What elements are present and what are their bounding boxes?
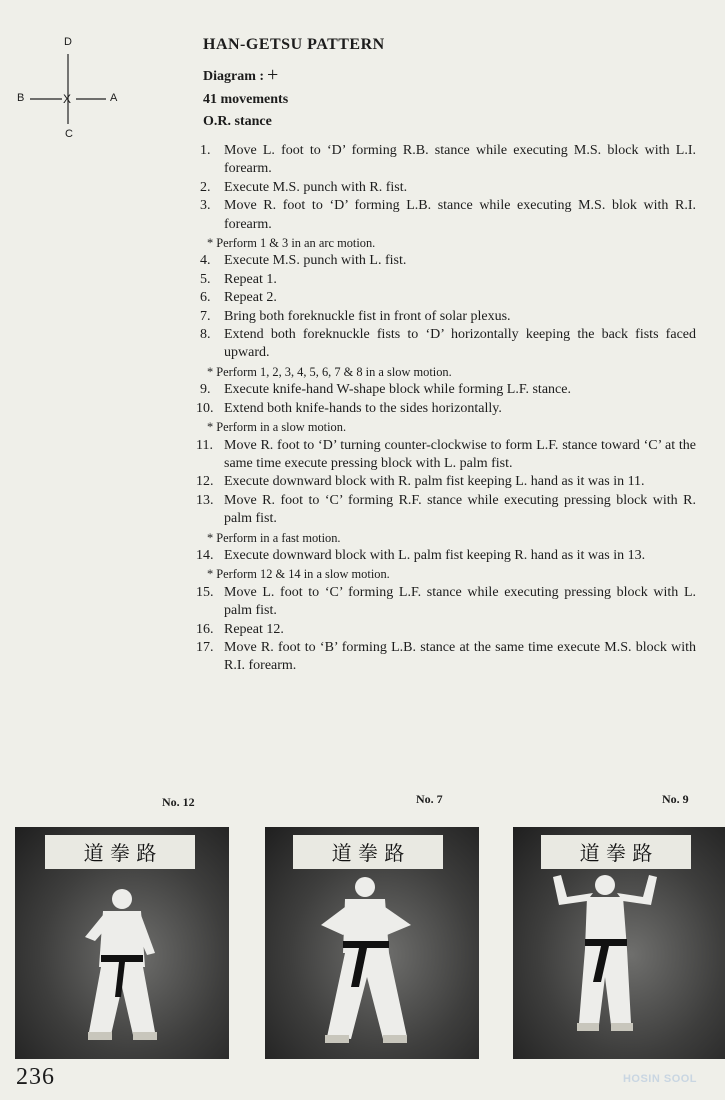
movement-step <box>196 437 696 474</box>
step-text: Move R. foot to ‘D’ turning counter-clockwise to form L.F. stance toward ‘C’ at the same time execute pressing block with L. palm fist. <box>224 437 696 471</box>
compass-label-c: C <box>65 128 73 140</box>
step-number: 1. <box>200 143 211 158</box>
photo-w-shape-block <box>513 827 725 1059</box>
step-text: Move L. foot to ‘D’ forming R.B. stance while executing M.S. block with L.I. forearm. <box>224 143 696 177</box>
movement-step <box>200 308 696 326</box>
step-number: 11. <box>196 437 213 453</box>
photo-caption-12: No. 12 <box>162 795 195 809</box>
step-note: * Perform 1, 2, 3, 4, 5, 6, 7 & 8 in a slow motion. <box>207 364 452 379</box>
photo-palm-block <box>15 827 229 1059</box>
step-text: Repeat 12. <box>224 621 284 637</box>
step-number: 2. <box>200 179 211 195</box>
step-text: Execute M.S. punch with R. fist. <box>224 179 408 195</box>
page-number: 236 <box>16 1064 55 1090</box>
compass-label-x: X <box>63 92 72 106</box>
step-text: Extend both knife-hands to the sides horizontally. <box>224 400 502 416</box>
movement-step <box>196 473 696 491</box>
step-number: 10. <box>196 400 214 416</box>
direction-diagram <box>14 34 124 144</box>
step-text: Execute downward block with R. palm fist keeping L. hand as it was in 11. <box>224 474 645 490</box>
compass-label-a: A <box>110 92 118 104</box>
watermark: HOSIN SOOL <box>622 1073 698 1085</box>
step-text: Execute knife-hand W-shape block while forming L.F. stance. <box>224 382 571 398</box>
photo-foreknuckle <box>265 827 479 1059</box>
step-number: 12. <box>196 474 214 490</box>
step-number: 4. <box>200 253 211 269</box>
movement-step <box>196 639 696 676</box>
starting-stance: O.R. stance <box>203 114 272 129</box>
compass-label-b: B <box>17 92 25 104</box>
step-number: 17. <box>196 639 214 655</box>
movement-count: 41 movements <box>203 92 289 107</box>
movement-step <box>196 621 696 639</box>
compass-label-d: D <box>64 36 72 48</box>
banner-text: 道 拳 路 <box>83 841 157 865</box>
step-note: * Perform 1 & 3 in an arc motion. <box>207 236 376 251</box>
movement-list <box>196 142 696 676</box>
step-number: 14. <box>196 547 214 563</box>
movement-step <box>196 400 696 418</box>
step-text: Move R. foot to ‘C’ forming R.F. stance while executing pressing block with R. palm fist. <box>224 492 696 527</box>
step-number: 6. <box>200 290 211 306</box>
step-text: Move L. foot to ‘C’ forming L.F. stance while executing pressing block with L. palm fist. <box>224 584 696 619</box>
step-note: * Perform in a fast motion. <box>207 530 341 545</box>
photo-caption-9: No. 9 <box>662 792 689 806</box>
step-number: 7. <box>200 308 211 324</box>
movement-step <box>200 179 696 197</box>
movement-step <box>196 492 696 529</box>
step-text: Execute M.S. punch with L. fist. <box>224 253 407 269</box>
step-number: 13. <box>196 492 214 508</box>
step-number: 5. <box>200 271 211 287</box>
movement-step <box>200 289 696 307</box>
diagram-line <box>203 64 279 86</box>
step-text: Repeat 2. <box>224 290 277 306</box>
step-note: * Perform in a slow motion. <box>207 420 347 435</box>
step-number: 15. <box>196 584 214 600</box>
pattern-title: HAN-GETSU PATTERN <box>203 36 385 53</box>
movement-step <box>196 547 696 565</box>
banner-text: 道 拳 路 <box>579 841 653 865</box>
step-text: Repeat 1. <box>224 271 277 287</box>
step-text: Move R. foot to ‘D’ forming L.B. stance while executing M.S. blok with R.I. forearm. <box>224 198 696 232</box>
step-number: 8. <box>200 327 211 343</box>
step-text: Move R. foot to ‘B’ forming L.B. stance at the same time execute M.S. block with R.I. forearm. <box>224 639 696 674</box>
banner-text: 道 拳 路 <box>331 841 405 865</box>
step-note: * Perform 12 & 14 in a slow motion. <box>207 567 390 582</box>
movement-step <box>200 326 696 363</box>
step-number: 9. <box>200 382 211 398</box>
step-text: Bring both foreknuckle fist in front of solar plexus. <box>224 308 511 324</box>
plus-icon: + <box>267 64 279 86</box>
step-text: Extend both foreknuckle fists to ‘D’ horizontally keeping the back fists faced upward. <box>224 327 696 361</box>
movement-step <box>200 381 696 399</box>
movement-step <box>200 197 696 234</box>
movement-step <box>200 142 696 179</box>
photo-caption-7: No. 7 <box>416 792 443 806</box>
movement-step <box>196 584 696 621</box>
step-text: Execute downward block with L. palm fist keeping R. hand as it was in 13. <box>224 547 646 563</box>
movement-step <box>200 271 696 289</box>
step-number: 16. <box>196 621 214 637</box>
diagram-label: Diagram : <box>203 69 265 84</box>
step-number: 3. <box>200 198 211 214</box>
movement-step <box>200 252 696 270</box>
